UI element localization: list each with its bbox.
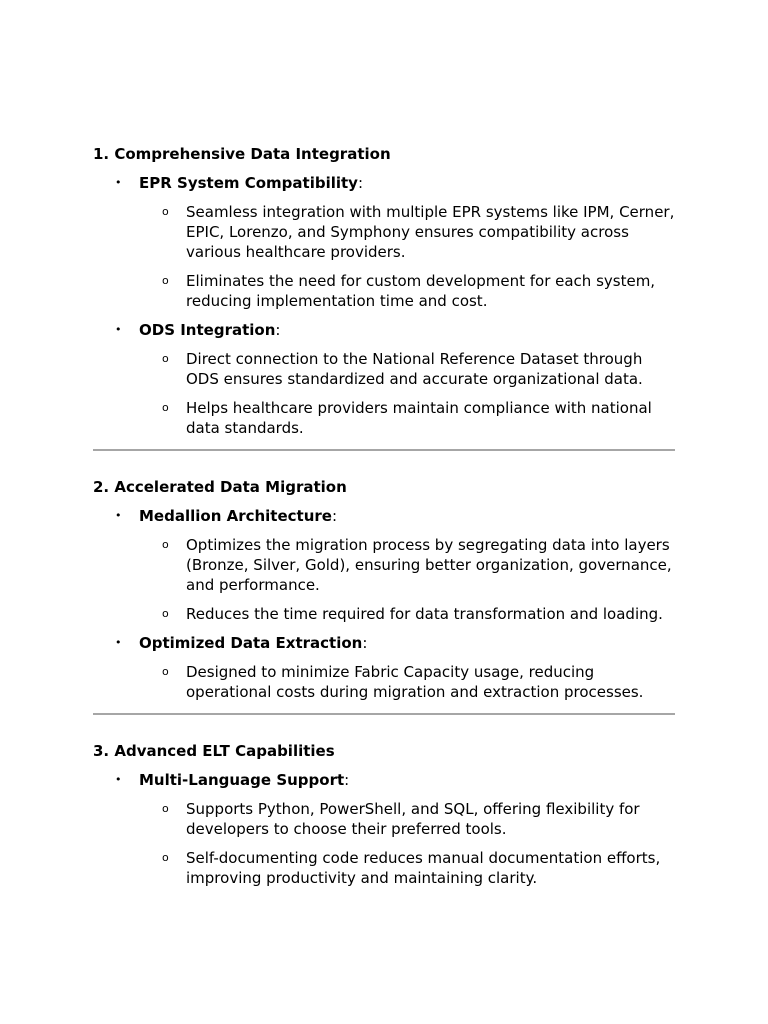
circle-bullet-icon: o [162, 401, 169, 414]
document-body [93, 144, 675, 888]
sub-list-item [93, 535, 675, 595]
item-colon: : [362, 634, 368, 652]
circle-bullet-icon: o [162, 851, 169, 864]
circle-bullet-icon: o [162, 274, 169, 287]
section-title: 2. Accelerated Data Migration [93, 478, 347, 496]
item-colon: : [357, 174, 364, 192]
circle-bullet-icon: o [162, 205, 169, 218]
horizontal-divider [93, 449, 675, 451]
sub-item-text: Direct connection to the National Reference Dataset through ODS ensures standardized and accurate organizational data. [186, 350, 643, 388]
sub-item-text: Helps healthcare providers maintain compliance with national data standards. [186, 399, 652, 437]
list-item [93, 770, 675, 790]
list-item [93, 320, 675, 340]
list-item [93, 173, 675, 193]
item-label: Optimized Data Extraction [139, 634, 363, 652]
section-title: 1. Comprehensive Data Integration [93, 145, 391, 163]
item-colon: : [344, 771, 350, 789]
bullet-icon: • [115, 323, 122, 336]
sub-list-item [93, 799, 675, 839]
section-title: 3. Advanced ELT Capabilities [93, 742, 335, 760]
section-comprehensive-data-integration [93, 144, 675, 438]
horizontal-divider [93, 713, 675, 715]
bullet-icon: • [115, 509, 122, 522]
sub-item-text: Optimizes the migration process by segregating data into layers (Bronze, Silver, Gold), ensuring better organization, governance, and performance. [186, 536, 672, 594]
sub-list-item [93, 202, 675, 262]
item-colon: : [275, 321, 281, 339]
circle-bullet-icon: o [162, 607, 169, 620]
sub-list-item [93, 604, 675, 624]
bullet-icon: • [115, 636, 122, 649]
sub-list-item [93, 662, 675, 702]
section-accelerated-data-migration [93, 477, 675, 702]
sub-list-item [93, 398, 675, 438]
sub-item-text: Self-documenting code reduces manual documentation efforts, improving productivity and maintaining clarity. [186, 849, 661, 887]
item-label: Multi-Language Support [139, 771, 345, 789]
item-label: Medallion Architecture [139, 507, 332, 525]
circle-bullet-icon: o [162, 352, 169, 365]
list-item [93, 506, 675, 526]
sub-list-item [93, 848, 675, 888]
sub-list-item [93, 349, 675, 389]
sub-item-text: Seamless integration with multiple EPR systems like IPM, Cerner, EPIC, Lorenzo, and Symphony ensures compatibility across various healthcare providers. [186, 203, 675, 261]
sub-item-text: Reduces the time required for data transformation and loading. [186, 605, 663, 623]
sub-list-item [93, 271, 675, 311]
circle-bullet-icon: o [162, 665, 169, 678]
bullet-icon: • [115, 176, 122, 189]
item-label: ODS Integration [139, 321, 276, 339]
sub-item-text: Supports Python, PowerShell, and SQL, offering flexibility for developers to choose their preferred tools. [186, 800, 640, 838]
item-label: EPR System Compatibility [139, 174, 358, 192]
sub-item-text: Eliminates the need for custom development for each system, reducing implementation time and cost. [186, 272, 656, 310]
circle-bullet-icon: o [162, 802, 169, 815]
list-item [93, 633, 675, 653]
circle-bullet-icon: o [162, 538, 169, 551]
item-colon: : [331, 507, 338, 525]
section-advanced-elt-capabilities [93, 741, 675, 888]
bullet-icon: • [115, 773, 122, 786]
sub-item-text: Designed to minimize Fabric Capacity usage, reducing operational costs during migration and extraction processes. [186, 663, 644, 701]
